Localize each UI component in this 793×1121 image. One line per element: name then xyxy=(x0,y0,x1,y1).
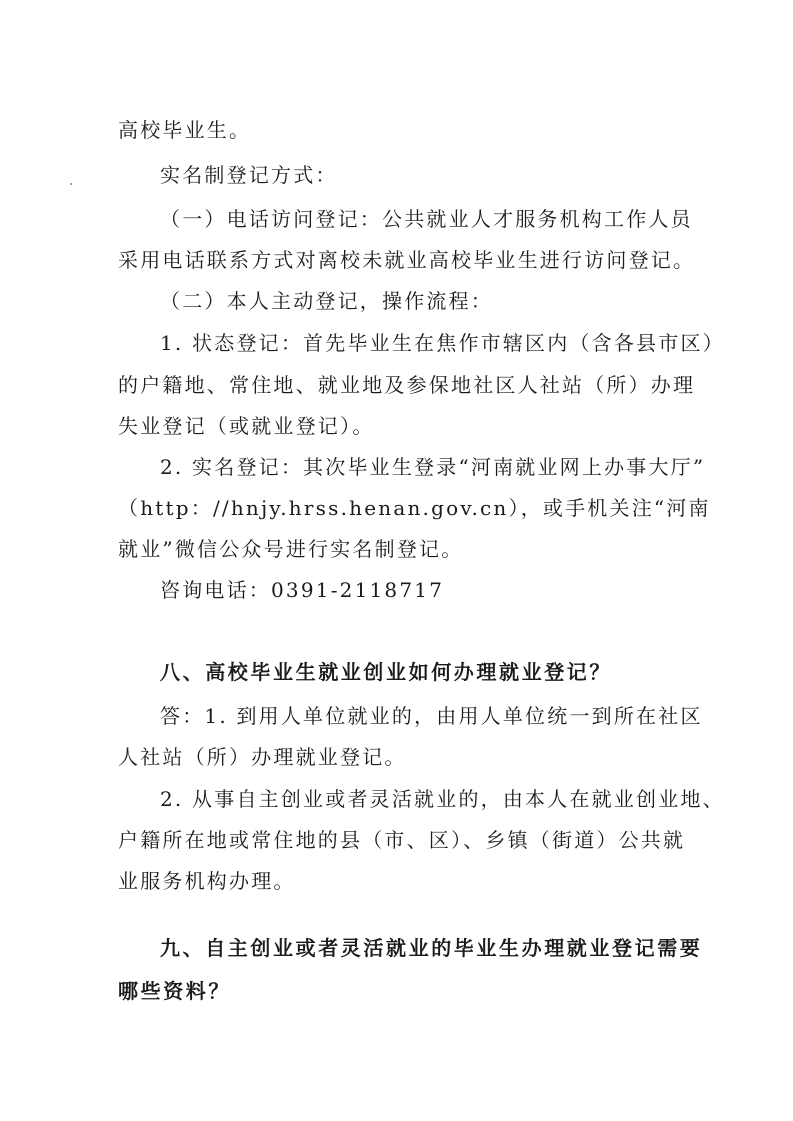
paragraph-line: 高校毕业生。 xyxy=(118,118,252,142)
section-8-answer-line: 2. 从事自主创业或者灵活就业的，由本人在就业创业地、 xyxy=(160,787,725,811)
paragraph-line: 1. 状态登记：首先毕业生在焦作市辖区内（含各县市区） xyxy=(160,331,725,355)
section-8-answer-line: 业服务机构办理。 xyxy=(118,869,296,893)
consult-phone: 咨询电话：0391-2118717 xyxy=(160,578,445,602)
paragraph-line: （一）电话访问登记：公共就业人才服务机构工作人员 xyxy=(160,207,693,231)
url-line: （http：//hnjy.hrss.henan.gov.cn），或手机关注“河南 xyxy=(118,496,711,520)
section-8-answer-line: 答：1. 到用人单位就业的，由用人单位统一到所在社区 xyxy=(160,704,703,728)
section-8-answer-line: 人社站（所）办理就业登记。 xyxy=(118,745,407,769)
section-8-answer-line: 户籍所在地或常住地的县（市、区）、乡镇（街道）公共就 xyxy=(118,828,686,852)
paragraph-line: 失业登记（或就业登记）。 xyxy=(118,414,375,438)
section-9-heading-cont: 哪些资料？ xyxy=(118,979,231,1003)
paragraph-line: 2. 实名登记：其次毕业生登录“河南就业网上办事大厅” xyxy=(160,455,706,479)
section-9-heading: 九、自主创业或者灵活就业的毕业生办理就业登记需要 xyxy=(160,936,703,960)
paragraph-line: 采用电话联系方式对离校未就业高校毕业生进行访问登记。 xyxy=(118,248,696,272)
paragraph-line: 就业”微信公众号进行实名制登记。 xyxy=(118,537,464,561)
section-8-heading: 八、高校毕业生就业创业如何办理就业登记？ xyxy=(160,660,612,684)
paragraph-line: 实名制登记方式： xyxy=(160,163,338,187)
paragraph-line: 的户籍地、常住地、就业地及参保地社区人社站（所）办理 xyxy=(118,373,696,397)
scan-speck xyxy=(70,183,72,185)
paragraph-line: （二）本人主动登记，操作流程： xyxy=(160,289,493,313)
